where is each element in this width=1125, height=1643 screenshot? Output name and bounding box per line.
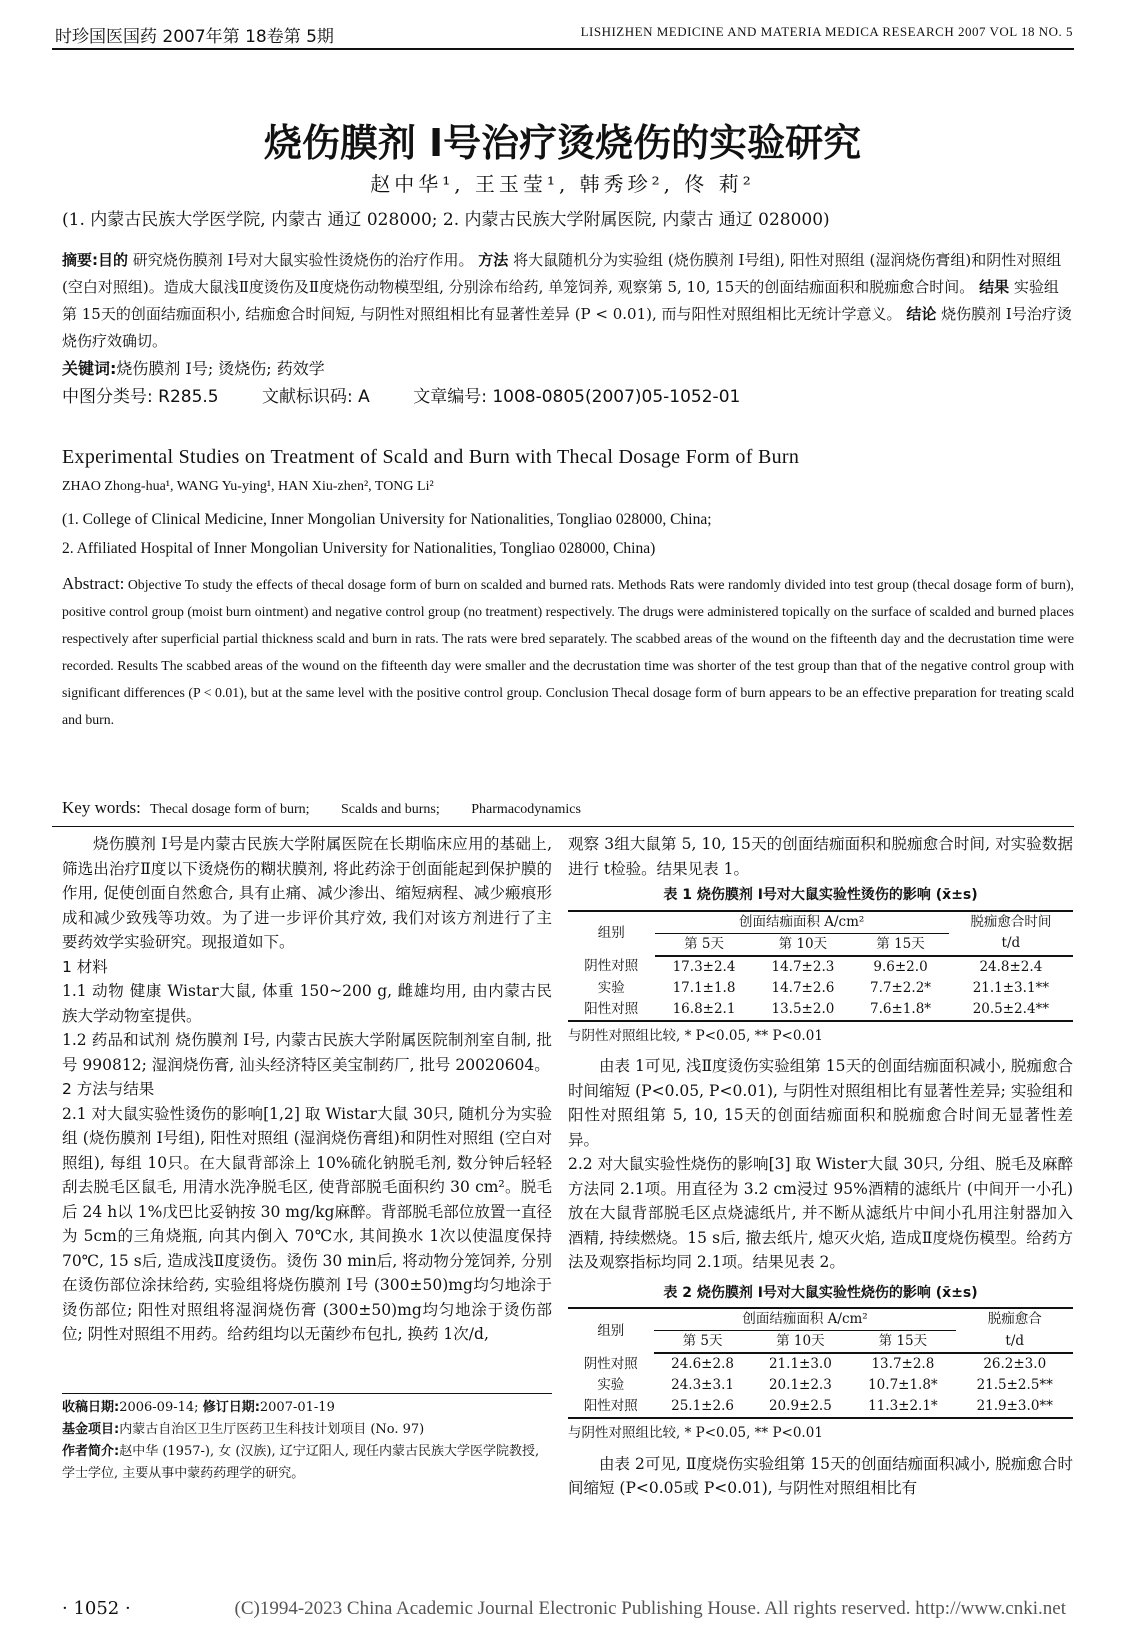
table-cell: 21.5±2.5**: [976, 1377, 1053, 1393]
section-heading-materials: 1 材料: [62, 957, 108, 976]
abstract-cn: [62, 247, 1072, 355]
received-label: 收稿日期:: [62, 1400, 120, 1415]
table-2-row: [568, 1396, 1073, 1418]
author-bio-label: 作者简介:: [62, 1444, 120, 1459]
table-cell: 20.1±2.3: [768, 1377, 832, 1393]
table-cell: 阴性对照: [584, 958, 639, 974]
affiliation-cn: (1. 内蒙古民族大学医学院, 内蒙古 通辽 028000; 2. 内蒙古民族大学附属医院, 内蒙古 通辽 028000): [62, 210, 830, 230]
keywords-en: [62, 798, 609, 818]
table-2-header-time: 脱痂愈合: [956, 1308, 1073, 1331]
intro-paragraph: 烧伤膜剂 Ⅰ号是内蒙古民族大学附属医院在长期临床应用的基础上, 筛选出治疗Ⅱ度以下烫烧伤的糊状膜剂, 将此药涂于创面能起到保护膜的作用, 促使创面自然愈合, 具有止痛、减少渗出、缩短病程、减少瘢痕形成和减少致残等功效。为了进一步评价其疗效, 我们对该方剂进行了主要药效学实验研究。现报道如下。: [62, 835, 552, 951]
paragraph-2-1: 2.1 对大鼠实验性烫伤的影响[1,2] 取 Wistar大鼠 30只, 随机分为实验组 (烧伤膜剂 Ⅰ号组), 阳性对照组 (湿润烧伤膏组)和阴性对照组 (空白对照组), 每组 10只。在大鼠背部涂上 10%硫化钠脱毛剂, 数分钟后轻轻刮去脱毛区鼠毛, 用清水洗净脱毛区, 使背部脱毛面积约 30 cm²。脱毛后 24 h以 1%戊巴比妥钠按 30 mg/kg麻醉。背部脱毛部位放置一直径为 5cm的三角烧瓶, 向其内倒入 70℃水, 其间换水 1次以使温度保持 70℃, 15 s后, 造成浅Ⅱ度烫伤。烫伤 30 min后, 将动物分笼饲养, 分别在烫伤部位涂抹给药, 实验组将烧伤膜剂 Ⅰ号 (300±50)mg均匀地涂于烫伤部位; 阳性对照组将湿润烧伤膏 (300±50)mg均匀地涂于烫伤部位; 阴性对照组不用药。给药组均以无菌纱布包扎, 换药 1次/d,: [62, 1104, 552, 1343]
table-cell: 24.6±2.8: [671, 1356, 734, 1372]
table-2-header-day: 第 15天: [849, 1331, 956, 1354]
abstract-en-label: Abstract:: [62, 574, 125, 593]
revised-label: 修订日期:: [202, 1400, 260, 1415]
table-cell: 20.9±2.5: [751, 1396, 849, 1418]
footnote-rule: [62, 1393, 552, 1394]
abstract-cn-results: 实验组第 15天的创面结痂面积小, 结痂愈合时间短, 与阴性对照组相比有显著性差异 (P < 0.01), 而与阳性对照组相比无统计学意义。: [62, 278, 1059, 323]
table-1-header-day: 第 5天: [655, 933, 754, 956]
affiliation-en-line-1: (1. College of Clinical Medicine, Inner Mongolian University for Nationalities, Tongliao 028000, China;: [62, 511, 712, 528]
abstract-cn-objective-label: 目的: [98, 251, 129, 269]
table-1-row: [568, 978, 1073, 999]
paragraph-results-intro: 观察 3组大鼠第 5, 10, 15天的创面结痂面积和脱痂愈合时间, 对实验数据进行 t检验。结果见表 1。: [568, 835, 1073, 878]
table-2-row: [568, 1375, 1073, 1396]
page-number: · 1052 ·: [62, 1598, 131, 1619]
journal-header-cn: 时珍国医国药 2007年第 18卷第 5期: [55, 27, 334, 47]
table-2-caption: 表 2 烧伤膜剂 Ⅰ号对大鼠实验性烧伤的影响 (x̄±s): [663, 1284, 978, 1301]
authors-cn: 赵中华¹, 王玉莹¹, 韩秀珍², 佟 莉²: [370, 172, 755, 196]
table-1-header-time-unit: t/d: [949, 933, 1073, 956]
table-cell: 26.2±3.0: [983, 1356, 1047, 1372]
article-title-en: Experimental Studies on Treatment of Scald and Burn with Thecal Dosage Form of Burn: [62, 446, 800, 468]
table-cell: 14.7±2.6: [771, 979, 835, 996]
keyword-en-1: Thecal dosage form of burn;: [150, 802, 310, 817]
table-cell: 17.1±1.8: [672, 979, 736, 996]
footnote-author: [62, 1441, 552, 1485]
paragraph-table-1-discussion: 由表 1可见, 浅Ⅱ度烫伤实验组第 15天的创面结痂面积减小, 脱痂愈合时间缩短 (P<0.05, P<0.01), 与阴性对照组相比有显著性差异; 实验组和阳性对照组第 5, 10, 15天的创面结痂面积和脱痂愈合时间无显著性差异。: [568, 1057, 1073, 1149]
paragraph-1-1: 1.1 动物 健康 Wistar大鼠, 体重 150~200 g, 雌雄均用, 由内蒙古民族大学动物室提供。: [62, 982, 552, 1025]
article-number: 文章编号: 1008-0805(2007)05-1052-01: [413, 387, 741, 407]
paragraph-table-2-discussion: 由表 2可见, Ⅱ度烧伤实验组第 15天的创面结痂面积减小, 脱痂愈合时间缩短 (P<0.05或 P<0.01), 与阴性对照组相比有: [568, 1454, 1073, 1497]
table-cell: 21.9±3.0**: [956, 1396, 1073, 1418]
table-1-header-time: 脱痂愈合时间: [949, 911, 1073, 934]
affiliation-en-line-2: 2. Affiliated Hospital of Inner Mongolian University for Nationalities, Tongliao 028000, China): [62, 540, 656, 557]
table-cell: 实验: [597, 979, 625, 996]
table-cell: 13.5±2.0: [753, 999, 852, 1021]
abstract-cn-conclusion-label: 结论: [906, 305, 937, 323]
table-cell: 21.1±3.1**: [972, 979, 1050, 996]
table-2-header-day: 第 5天: [654, 1331, 752, 1354]
table-1-header-day: 第 15天: [852, 933, 948, 956]
table-1-header-day: 第 10天: [753, 933, 852, 956]
keywords-cn-label: 关键词:: [62, 359, 117, 378]
table-cell: 20.5±2.4**: [949, 999, 1073, 1021]
header-rule: [52, 48, 1074, 50]
table-cell: 阴性对照: [583, 1355, 638, 1372]
section-rule: [52, 826, 1074, 827]
abstract-cn-label: 摘要:: [62, 251, 98, 269]
abstract-cn-methods-label: 方法: [478, 251, 509, 269]
keyword-en-3: Pharmacodynamics: [471, 802, 581, 817]
footnote: [62, 1397, 552, 1485]
keywords-cn-text: 烧伤膜剂 Ⅰ号; 烫烧伤; 药效学: [116, 359, 325, 378]
table-1-header-area: 创面结痂面积 A/cm²: [655, 911, 949, 934]
footnote-dates: [62, 1397, 552, 1419]
table-cell: 24.3±3.1: [671, 1377, 734, 1393]
table-2-note: 与阴性对照组比较, * P<0.05, ** P<0.01: [568, 1425, 823, 1441]
abstract-cn-conclusion: 烧伤膜剂 Ⅰ号治疗烫烧伤疗效确切。: [62, 305, 1072, 350]
body-right-column: [568, 832, 1073, 1501]
table-2-row: [568, 1353, 1073, 1375]
table-1-header-group: 组别: [568, 911, 655, 956]
table-cell: 7.6±1.8*: [852, 999, 948, 1021]
fund-text: 内蒙古自治区卫生厅医药卫生科技计划项目 (No. 97): [119, 1422, 425, 1437]
abstract-cn-results-label: 结果: [979, 278, 1010, 296]
body-left-column: [62, 832, 552, 1347]
table-2: [568, 1307, 1073, 1419]
table-2-header-day: 第 10天: [751, 1331, 849, 1354]
table-cell: 7.7±2.2*: [870, 979, 932, 996]
table-1-note: 与阴性对照组比较, * P<0.05, ** P<0.01: [568, 1027, 823, 1044]
table-cell: 实验: [597, 1377, 625, 1393]
paragraph-1-2: 1.2 药品和试剂 烧伤膜剂 Ⅰ号, 内蒙古民族大学附属医院制剂室自制, 批号 990812; 湿润烧伤膏, 汕头经济特区美宝制药厂, 批号 20020604。: [62, 1031, 552, 1074]
paragraph-2-2: 2.2 对大鼠实验性烧伤的影响[3] 取 Wister大鼠 30只, 分组、脱毛及麻醉方法同 2.1项。用直径为 3.2 cm浸过 95%酒精的滤纸片 (中间开一小孔)放在大鼠背部脱毛区点烧滤纸片, 并不断从滤纸片中间小孔用注射器加入酒精, 持续燃烧。15 s后, 撤去纸片, 熄灭火焰, 造成Ⅱ度烧伤模型。给药方法及观察指标均同 2.1项。结果见表 2。: [568, 1155, 1073, 1271]
keywords-en-label: Key words:: [62, 798, 141, 817]
clc-number: 中图分类号: R285.5: [62, 387, 219, 407]
table-2-header-area: 创面结痂面积 A/cm²: [654, 1308, 957, 1331]
table-2-header-group: 组别: [568, 1308, 654, 1353]
table-cell: 13.7±2.8: [871, 1356, 935, 1372]
table-cell: 9.6±2.0: [873, 958, 928, 975]
table-cell: 24.8±2.4: [979, 958, 1043, 975]
section-heading-methods: 2 方法与结果: [62, 1080, 155, 1098]
keywords-cn: [62, 356, 1072, 379]
table-1-row: [568, 999, 1073, 1021]
abstract-en: [62, 570, 1074, 733]
table-cell: 14.7±2.3: [771, 958, 835, 975]
table-cell: 21.1±3.0: [768, 1356, 832, 1372]
abstract-en-text: Objective To study the effects of thecal dosage form of burn on scalded and burned rats. Methods Rats were randomly divided into test group (thecal dosage form of burn), positive control group (moist burn ointment) and negative control group (no treatment) respectively. The drugs were administered topically on the surface of scalded and burned places respectively after superficial partial thickness scald and burn in rats. The rats were bred separately. The scabbed areas of the wound on the fifteenth day and the decrustation time were recorded. Results The scabbed areas of the wound on the fifteenth day were smaller and the decrustation time was shorter of the test group than that of the negative control group with significant differences (P < 0.01), but at the same level with the positive control group. Conclusion Thecal dosage form of burn appears to be an effective preparation for treating scald and burn.: [62, 577, 1074, 727]
footnote-fund: [62, 1419, 552, 1441]
article-title-cn: 烧伤膜剂 Ⅰ号治疗烫烧伤的实验研究: [263, 121, 862, 165]
table-1-row: [568, 956, 1073, 978]
abstract-cn-objective: 研究烧伤膜剂 Ⅰ号对大鼠实验性烫烧伤的治疗作用。: [132, 251, 474, 269]
received-date: 2006-09-14;: [119, 1400, 199, 1415]
revised-date: 2007-01-19: [259, 1400, 335, 1415]
keyword-en-2: Scalds and burns;: [341, 802, 440, 817]
classification-line: [62, 382, 1072, 407]
authors-en: ZHAO Zhong-hua¹, WANG Yu-ying¹, HAN Xiu-zhen², TONG Li²: [62, 479, 434, 494]
table-cell: 阳性对照: [568, 999, 655, 1021]
table-1-caption: 表 1 烧伤膜剂 Ⅰ号对大鼠实验性烫伤的影响 (x̄±s): [663, 887, 978, 903]
table-cell: 10.7±1.8*: [868, 1377, 938, 1393]
table-cell: 17.3±2.4: [672, 958, 736, 975]
table-cell: 阳性对照: [568, 1396, 654, 1418]
author-bio-text: 赵中华 (1957-), 女 (汉族), 辽宁辽阳人, 现任内蒙古民族大学医学院教授, 学士学位, 主要从事中蒙药药理学的研究。: [62, 1444, 540, 1481]
journal-header-en: LISHIZHEN MEDICINE AND MATERIA MEDICA RESEARCH 2007 VOL 18 NO. 5: [580, 24, 1073, 39]
table-cell: 25.1±2.6: [654, 1396, 752, 1418]
table-2-header-time-unit: t/d: [956, 1331, 1073, 1354]
table-1: [568, 910, 1073, 1022]
fund-label: 基金项目:: [62, 1422, 120, 1437]
abstract-cn-methods: 将大鼠随机分为实验组 (烧伤膜剂 Ⅰ号组), 阳性对照组 (湿润烧伤膏组)和阴性对照组 (空白对照组)。造成大鼠浅Ⅱ度烫伤及Ⅱ度烧伤动物模型组, 分别涂布给药, 单笼饲养, 观察第 5, 10, 15天的创面结痂面积和脱痂愈合时间。: [62, 251, 1062, 296]
copyright-watermark: (C)1994-2023 China Academic Journal Electronic Publishing House. All rights reserved. http://www.cnki.net: [234, 1598, 1066, 1619]
document-code: 文献标识码: A: [262, 387, 370, 407]
table-cell: 11.3±2.1*: [849, 1396, 956, 1418]
table-cell: 16.8±2.1: [655, 999, 754, 1021]
